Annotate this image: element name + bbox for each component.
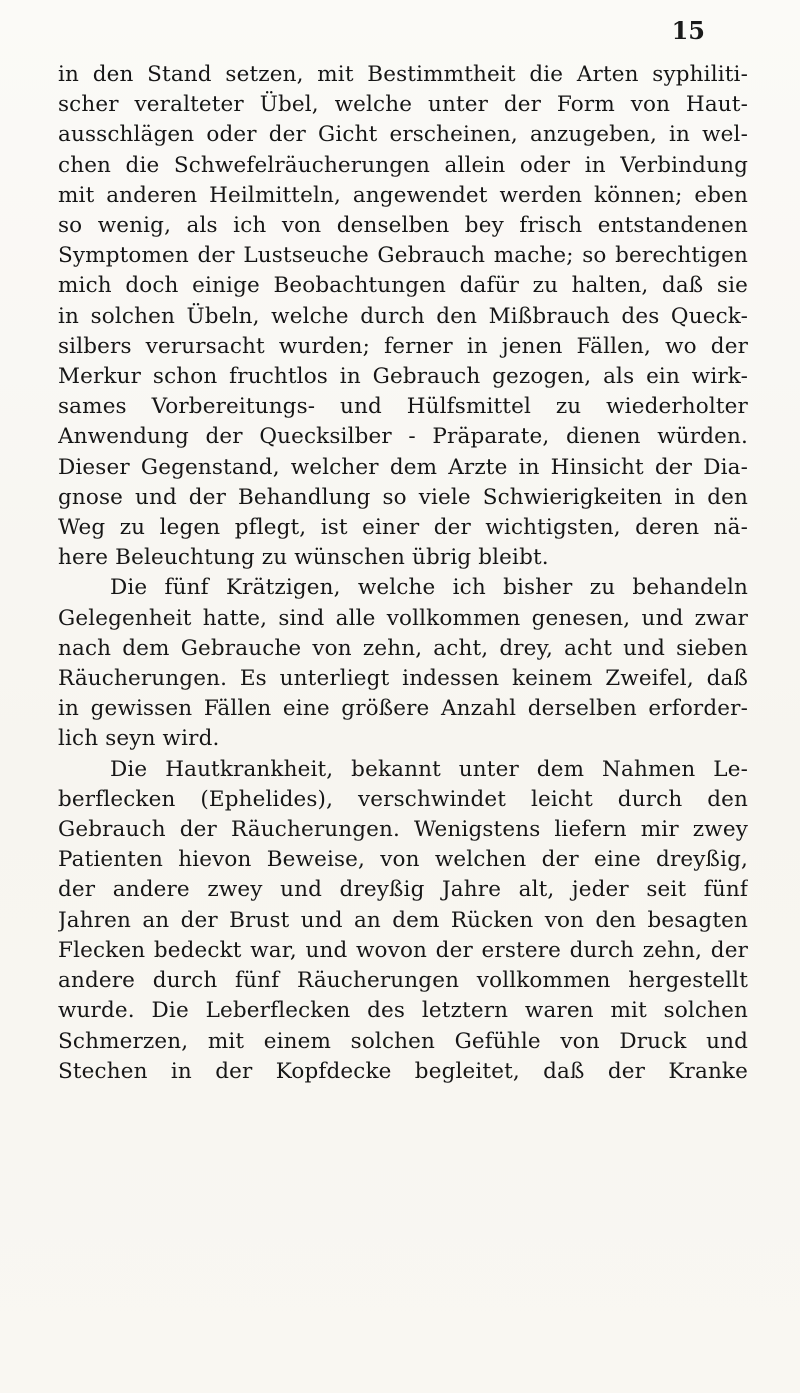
text-line: Anwendung der Quecksilber - Präparate, dienen würden. xyxy=(58,424,748,450)
text-line: Schmerzen, mit einem solchen Gefühle von Druck und xyxy=(58,1028,748,1054)
text-line: mich doch einige Beobachtungen dafür zu halten, daß sie xyxy=(58,273,748,299)
text-line: Gebrauch der Räucherungen. Wenigstens liefern mir zwey xyxy=(58,817,748,843)
text-line: Gelegenheit hatte, sind alle vollkommen genesen, und zwar xyxy=(58,605,748,631)
text-line: in solchen Übeln, welche durch den Mißbrauch des Queck- xyxy=(58,303,748,329)
text-line: ausschlägen oder der Gicht erscheinen, anzugeben, in wel- xyxy=(58,122,748,148)
text-line: der andere zwey und dreyßig Jahre alt, jeder seit fünf xyxy=(58,877,748,903)
text-line: Flecken bedeckt war, und wovon der erstere durch zehn, der xyxy=(58,937,748,963)
text-line: in den Stand setzen, mit Bestimmtheit die Arten syphiliti- xyxy=(58,62,748,87)
text-line: Die fünf Krätzigen, welche ich bisher zu behandeln xyxy=(110,575,748,601)
text-line: Jahren an der Brust und an dem Rücken von den besagten xyxy=(58,907,748,933)
text-line: scher veralteter Übel, welche unter der Form von Haut- xyxy=(58,92,748,118)
text-line: nach dem Gebrauche von zehn, acht, drey, acht und sieben xyxy=(58,635,748,661)
text-line: sames Vorbereitungs- und Hülfsmittel zu wiederholter xyxy=(58,394,748,420)
text-line: Weg zu legen pflegt, ist einer der wichtigsten, deren nä- xyxy=(58,515,748,541)
text-line: andere durch fünf Räucherungen vollkommen hergestellt xyxy=(58,968,748,994)
text-line: berflecken (Ephelides), verschwindet leicht durch den xyxy=(58,786,748,812)
text-line: silbers verursacht wurden; ferner in jenen Fällen, wo der xyxy=(58,333,748,359)
text-line: Symptomen der Lustseuche Gebrauch mache; so berechtigen xyxy=(58,243,748,269)
text-line: in gewissen Fällen eine größere Anzahl derselben erforder- xyxy=(58,696,748,722)
text-line: Patienten hievon Beweise, von welchen der eine dreyßig, xyxy=(58,847,748,873)
text-line: mit anderen Heilmitteln, angewendet werden können; eben xyxy=(58,182,748,208)
text-line: wurde. Die Leberflecken des letztern waren mit solchen xyxy=(58,998,748,1024)
text-line: Räucherungen. Es unterliegt indessen keinem Zweifel, daß xyxy=(58,666,748,692)
text-line: lich seyn wird. xyxy=(58,726,220,752)
text-line: Die Hautkrankheit, bekannt unter dem Nahmen Le- xyxy=(110,756,748,782)
text-line: chen die Schwefelräucherungen allein oder in Verbindung xyxy=(58,152,748,178)
text-line: gnose und der Behandlung so viele Schwierigkeiten in den xyxy=(58,484,748,510)
text-line: here Beleuchtung zu wünschen übrig bleibt. xyxy=(58,545,549,571)
text-line: Dieser Gegenstand, welcher dem Arzte in Hinsicht der Dia- xyxy=(58,454,748,480)
text-line: so wenig, als ich von denselben bey frisch entstandenen xyxy=(58,213,748,239)
body-text xyxy=(58,60,748,1087)
text-line: Stechen in der Kopfdecke begleitet, daß der Kranke xyxy=(58,1058,748,1084)
text-line: Merkur schon fruchtlos in Gebrauch gezogen, als ein wirk- xyxy=(58,364,748,390)
page-number: 15 xyxy=(671,16,705,45)
